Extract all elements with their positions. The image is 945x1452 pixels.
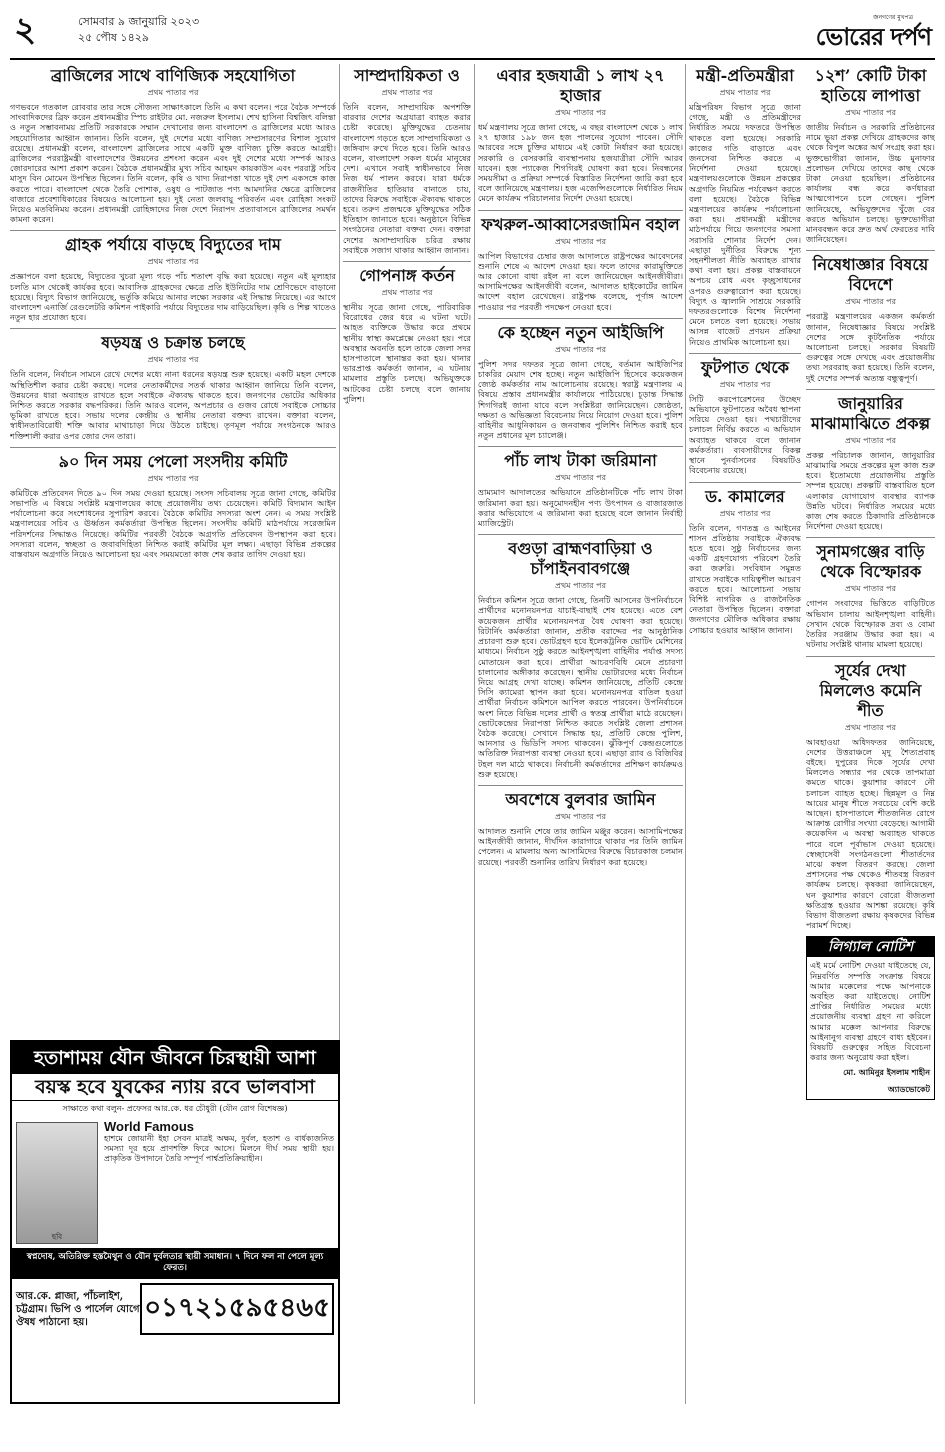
story-body: গোপন সংবাদের ভিত্তিতে বাড়িটিতে অভিযান চালায় আইনশৃঙ্খলা বাহিনী। সেখান থেকে বিস্ফোরক দ্রব্য ও বোমা তৈরির সরঞ্জাম উদ্ধার করা হয়। এ ঘটনায় সংশ্লিষ্ট থানায় মামলা হয়েছে। bbox=[806, 598, 935, 650]
column-2-narrow bbox=[343, 64, 471, 1444]
story-body: জাতীয় নির্বাচন ও সরকারি প্রতিষ্ঠানের নামে ভুয়া প্রকল্প দেখিয়ে গ্রাহকদের কাছ থেকে বিপুল অঙ্কের অর্থ সংগ্রহ করা হয়। ভুক্তভোগীরা জানান, উচ্চ মুনাফার প্রলোভন দেখিয়ে তাদের কাছ থেকে টাকা নেওয়া হয়েছিল। প্রতিষ্ঠানের কার্যালয় বন্ধ করে কর্ণধাররা আত্মগোপনে চলে গেছেন। পুলিশ জানিয়েছে, অভিযুক্তদের খুঁজে বের করতে অভিযান চলছে। ভুক্তভোগীরা মানববন্ধন করে দ্রুত অর্থ ফেরতের দাবি জানিয়েছেন। bbox=[806, 122, 935, 245]
jump-label: প্রথম পাতার পর bbox=[555, 108, 606, 117]
logo-tagline: জনগণের মুখপত্র bbox=[873, 14, 913, 21]
story-body: তিনি বলেন, নির্বাচন সামনে রেখে দেশের মধ্যে নানা ধরনের ষড়যন্ত্র শুরু হয়েছে। একটি মহল দেশকে অস্থিতিশীল করার চেষ্টা করছে। দলের নেতাকর্মীদের সতর্ক থাকার আহ্বান জানিয়ে তিনি বলেন, উন্নয়নের ধারা অব্যাহত রাখতে হলে সবাইকে ঐক্যবদ্ধ থাকতে হবে। জনগণের ভোটের অধিকার নিশ্চিত করতে সরকার বদ্ধপরিকর। তিনি আরও বলেন, অপপ্রচার ও গুজব রোধে সবাইকে সোচ্চার ভূমিকা রাখতে হবে। সভায় দলের কেন্দ্রীয় ও স্থানীয় নেতারা বক্তব্য রাখেন। বক্তারা বলেন, স্বাধীনতাবিরোধী শক্তি আবার মাথাচাড়া দিয়ে উঠতে চাইছে। তৃণমূল পর্যায়ে সংগঠনকে আরও শক্তিশালী করার ওপর জোর দেন তারা। bbox=[10, 369, 336, 441]
headline: ড. কামালের bbox=[705, 486, 785, 506]
headline: পাঁচ লাখ টাকা জরিমানা bbox=[504, 451, 657, 471]
headline: ফখরুল-আব্বাসেরজামিন বহাল bbox=[481, 214, 680, 234]
story-body: মন্ত্রিপরিষদ বিভাগ সূত্রে জানা গেছে, মন্ত্রী ও প্রতিমন্ত্রীদের নির্ধারিত সময়ে দফতরে উপস্থিত থাকতে বলা হয়েছে। সরকারি কাজের গতি বাড়াতে এবং জনসেবা নিশ্চিত করতে এ নির্দেশনা দেওয়া হয়েছে। মন্ত্রণালয়গুলোকে উন্নয়ন প্রকল্পের অগ্রগতি নিয়মিত পর্যবেক্ষণ করতে বলা হয়েছে। বৈঠকে বিভিন্ন মন্ত্রণালয়ের কার্যক্রম পর্যালোচনা করা হয়। প্রধানমন্ত্রী মন্ত্রীদের মাঠপর্যায়ে গিয়ে জনগণের সমস্যা সরাসরি শোনার নির্দেশ দেন। এছাড়া দুর্নীতির বিরুদ্ধে শূন্য সহনশীলতা নীতি অব্যাহত রাখার কথা বলা হয়। প্রকল্প বাস্তবায়নে অপচয় রোধ এবং কৃচ্ছ্রসাধনের ওপরও গুরুত্বারোপ করা হয়েছে। বিদ্যুৎ ও জ্বালানি সাশ্রয়ে সরকারি দফতরগুলোকে বিশেষ নির্দেশনা মেনে চলতে বলা হয়েছে। সভায় আসন্ন বাজেট প্রণয়ন প্রক্রিয়া নিয়েও প্রাথমিক আলোচনা হয়। bbox=[689, 102, 801, 347]
jump-label: প্রথম পাতার পর bbox=[719, 379, 771, 389]
logo-name: ভোরের দর্পণ bbox=[815, 22, 931, 51]
story-bail bbox=[478, 215, 683, 312]
divider bbox=[478, 446, 683, 447]
headline: সূর্যের দেখা মিললেও কমেনি শীত bbox=[819, 660, 922, 720]
story-byelection bbox=[478, 539, 683, 779]
jump-label: প্রথম পাতার পর bbox=[845, 108, 896, 117]
ad-headline-1: হতাশাময় যৌন জীবনে চিরস্থায়ী আশা bbox=[12, 1042, 338, 1074]
headline: মন্ত্রী-প্রতিমন্ত্রীরা bbox=[696, 66, 794, 85]
story-dr-kamal bbox=[689, 487, 801, 635]
jump-label: প্রথম পাতার পর bbox=[555, 581, 606, 591]
divider bbox=[806, 250, 935, 251]
story-ministers bbox=[689, 66, 801, 347]
divider bbox=[806, 389, 935, 390]
date-gregorian: সোমবার ৯ জানুয়ারি ২০২৩ bbox=[78, 15, 200, 28]
column-5 bbox=[806, 64, 935, 1444]
headline: জানুয়ারির মাঝামাঝিতে প্রকল্প bbox=[810, 393, 931, 433]
story-body: নির্বাচন কমিশন সূত্রে জানা গেছে, তিনটি আসনের উপনির্বাচনে প্রার্থীদের মনোনয়নপত্র যাচাই-বাছাই শেষ হয়েছে। এতে বেশ কয়েকজন প্রার্থীর মনোনয়নপত্র বৈধ ঘোষণা করা হয়েছে। রিটার্নিং কর্মকর্তারা জানান, প্রতীক বরাদ্দের পর আনুষ্ঠানিক প্রচারণা শুরু হবে। ভোটগ্রহণ হবে ইলেকট্রনিক ভোটিং মেশিনের মাধ্যমে। নির্বাচন সুষ্ঠু করতে আইনশৃঙ্খলা বাহিনীর পর্যাপ্ত সদস্য মোতায়েন করা হবে। প্রার্থীরা আচরণবিধি মেনে প্রচারণা চালানোর অঙ্গীকার করেছেন। স্থানীয় ভোটারদের মধ্যে নির্বাচন নিয়ে আগ্রহ দেখা যাচ্ছে। কমিশন জানিয়েছে, প্রতিটি কেন্দ্রে সিসি ক্যামেরা স্থাপন করা হবে। মনোনয়নপত্র বাতিল হওয়া প্রার্থীরা নির্বাচন কমিশনে আপিল করতে পারবেন। উপনির্বাচনে অংশ নিতে বিভিন্ন দলের প্রার্থী ও স্বতন্ত্র প্রার্থীরা মাঠে রয়েছেন। ভোটকেন্দ্রের নিরাপত্তা নিশ্চিত করতে সংশ্লিষ্ট জেলা প্রশাসন বৈঠক করেছে। সেখানে সিদ্ধান্ত হয়, প্রতিটি কেন্দ্রে পুলিশ, আনসার ও ভিডিপি সদস্য থাকবেন। ঝুঁকিপূর্ণ কেন্দ্রগুলোতে অতিরিক্ত নিরাপত্তা ব্যবস্থা নেওয়া হবে। এছাড়া র‌্যাব ও বিজিবির টহল দল মাঠে থাকবে। নির্বাচনী কর্মকর্তাদের প্রশিক্ষণ কার্যক্রমও শুরু হয়েছে। bbox=[478, 595, 683, 779]
story-project bbox=[806, 394, 935, 532]
divider bbox=[478, 210, 683, 211]
story-communalism bbox=[343, 66, 471, 255]
legal-notice-body: এই মর্মে নোটিশ দেওয়া যাইতেছে যে, নিম্নবর্ণিত সম্পত্তি সংক্রান্ত বিষয়ে আমার মক্কেলের পক্ষে আপনাকে অবহিত করা যাইতেছে। নোটিশ প্রাপ্তির নির্ধারিত সময়ের মধ্যে প্রয়োজনীয় ব্যবস্থা গ্রহণ না করিলে আমার মক্কেল আপনার বিরুদ্ধে আইনানুগ ব্যবস্থা গ্রহণে বাধ্য হইবেন। বিষয়টি গুরুত্বের সহিত বিবেচনা করার জন্য অনুরোধ করা হইল। bbox=[810, 960, 931, 1063]
headline: গোপনাঙ্গ কর্তন bbox=[359, 266, 455, 286]
story-committee bbox=[10, 452, 336, 559]
ad-photo bbox=[16, 1122, 98, 1244]
jump-label: প্রথম পাতার পর bbox=[845, 297, 896, 307]
headline: ষড়যন্ত্র ও চক্রান্ত চলছে bbox=[101, 333, 245, 353]
jump-label: প্রথম পাতার পর bbox=[719, 88, 771, 97]
story-body: ধর্ম মন্ত্রণালয় সূত্রে জানা গেছে, এ বছর বাংলাদেশ থেকে ১ লাখ ২৭ হাজার ১৯৮ জন হজ পালনের সুযোগ পাবেন। সৌদি আরবের সঙ্গে চুক্তির মাধ্যমে এই কোটা নির্ধারণ করা হয়েছে। সরকারি ও বেসরকারি ব্যবস্থাপনায় হজযাত্রীরা সৌদি আরব যাবেন। হজ প্যাকেজ শিগগিরই ঘোষণা করা হবে। নিবন্ধনের সময়সীমা ও প্রক্রিয়া সম্পর্কে বিস্তারিত নির্দেশনা জারি করা হবে বলে জানিয়েছে মন্ত্রণালয়। হজ এজেন্সিগুলোকে নির্ধারিত নিয়ম মেনে কার্যক্রম পরিচালনার নির্দেশ দেওয়া হয়েছে। bbox=[478, 122, 683, 204]
story-explosives bbox=[806, 542, 935, 649]
ad-headline-2: বয়স্ক হবে যুবকের ন্যায় রবে ভালবাসা bbox=[12, 1074, 338, 1101]
jump-label: প্রথম পাতার পর bbox=[555, 811, 606, 821]
jump-label: প্রথম পাতার পর bbox=[845, 584, 896, 594]
jump-label: প্রথম পাতার পর bbox=[147, 473, 199, 483]
story-body: তিনি বলেন, গণতন্ত্র ও আইনের শাসন প্রতিষ্ঠায় সবাইকে ঐক্যবদ্ধ হতে হবে। সুষ্ঠু নির্বাচনের জন্য একটি গ্রহণযোগ্য পরিবেশ তৈরি করা জরুরি। সংবিধান সমুন্নত রাখতে সবাইকে দায়িত্বশীল আচরণ করতে হবে। আলোচনা সভায় বিশিষ্ট নাগরিক ও রাজনৈতিক নেতারা উপস্থিত ছিলেন। বক্তারা জনগণের মৌলিক অধিকার রক্ষায় সোচ্চার হওয়ার আহ্বান জানান। bbox=[689, 522, 801, 635]
ad-subline: সাক্ষাতে কথা বলুন- প্রফেসর আর.কে. ধর চৌধুরী (যৌন রোগ বিশেষজ্ঞ) bbox=[62, 1104, 288, 1113]
legal-notice-signature: মো. আমিনুর ইসলাম শাহীন bbox=[843, 1067, 930, 1078]
jump-label: প্রথম পাতার পর bbox=[555, 344, 606, 354]
jump-label: প্রথম পাতার পর bbox=[845, 435, 896, 445]
story-body: আবহাওয়া অধিদফতর জানিয়েছে, দেশের উত্তরাঞ্চলে মৃদু শৈত্যপ্রবাহ বইছে। দুপুরের দিকে সূর্যের দেখা মিললেও সন্ধ্যার পর থেকে তাপমাত্রা কমতে থাকে। কুয়াশার কারণে নৌ চলাচল ব্যাহত হচ্ছে। ছিন্নমূল ও নিম্ন আয়ের মানুষ শীতে সবচেয়ে বেশি কষ্টে আছেন। হাসপাতালে শীতজনিত রোগে আক্রান্ত রোগীর সংখ্যা বেড়েছে। আগামী কয়েকদিন এ অবস্থা অব্যাহত থাকতে পারে বলে পূর্বাভাস দেওয়া হয়েছে। স্বেচ্ছাসেবী সংগঠনগুলো শীতার্তদের মাঝে কম্বল বিতরণ করছে। জেলা প্রশাসনের পক্ষ থেকেও শীতবস্ত্র বিতরণ কার্যক্রম চলছে। কৃষকরা জানিয়েছেন, ঘন কুয়াশার কারণে বোরো বীজতলা ক্ষতিগ্রস্ত হওয়ার আশঙ্কা রয়েছে। কৃষি বিভাগ বীজতলা রক্ষায় কৃষকদের বিভিন্ন পরামর্শ দিচ্ছে। bbox=[806, 736, 935, 931]
headline: কে হচ্ছেন নতুন আইজিপি bbox=[497, 322, 664, 342]
page-number: ২ bbox=[14, 10, 37, 50]
ad-body bbox=[12, 1118, 338, 1248]
jump-label: প্রথম পাতার পর bbox=[147, 355, 199, 365]
jump-label: প্রথম পাতার পর bbox=[845, 722, 896, 732]
headline: ৯০ দিন সময় পেলো সংসদীয় কমিটি bbox=[58, 451, 288, 471]
headline: নিষেধাজ্ঞার বিষয়ে বিদেশে bbox=[812, 255, 929, 295]
legal-notice-title: লিগ্যাল নোটিশ bbox=[807, 937, 934, 957]
ad-phone: ০১৭২১৫৯৫৪৬৫ bbox=[140, 1283, 334, 1335]
headline: ব্রাজিলের সাথে বাণিজ্যিক সহযোগিতা bbox=[50, 66, 296, 85]
headline: সাম্প্রদায়িকতা ও bbox=[354, 66, 460, 85]
story-conspiracy bbox=[10, 333, 336, 440]
divider bbox=[10, 230, 336, 231]
story-cold bbox=[806, 661, 935, 931]
advertisement bbox=[10, 1040, 340, 1404]
story-brazil bbox=[10, 66, 336, 224]
column-4 bbox=[689, 64, 801, 1444]
legal-notice-role: অ্যাডভোকেট bbox=[887, 1084, 930, 1095]
story-body: কমিটিকে প্রতিবেদন দিতে ৯০ দিন সময় দেওয়া হয়েছে। সংসদ সচিবালয় সূত্রে জানা গেছে, কমিটির সভাপতি এ বিষয়ে সংশ্লিষ্ট মন্ত্রণালয়ের কাছে প্রয়োজনীয় তথ্য চেয়েছেন। কমিটি বিদ্যমান আইন পর্যালোচনা করে সংশোধনের সুপারিশ করবে। বৈঠকে কমিটির সদস্যরা অংশ নেন। এ সময় সংশ্লিষ্ট মন্ত্রণালয়ের সচিব ও ঊর্ধ্বতন কর্মকর্তারা উপস্থিত ছিলেন। সংসদীয় কমিটি মাঠপর্যায়ে সরেজমিন পরিদর্শনের সিদ্ধান্তও নিয়েছে। কমিটির পরবর্তী বৈঠকে অগ্রগতি প্রতিবেদন উপস্থাপন করা হবে। সদস্যরা বলেন, স্বচ্ছতা ও জবাবদিহিতা নিশ্চিত করাই কমিটির মূল লক্ষ্য। এছাড়া বিভিন্ন প্রকল্পের বাস্তবায়ন অগ্রগতি নিয়েও আলোচনা হয় এবং সময়মতো কাজ শেষ করার তাগিদ দেওয়া হয়। bbox=[10, 487, 336, 560]
divider bbox=[806, 656, 935, 657]
divider bbox=[806, 537, 935, 538]
ad-text bbox=[98, 1119, 334, 1244]
headline: ১২শ’ কোটি টাকা হাতিয়ে লাপাত্তা bbox=[814, 66, 927, 105]
jump-label: প্রথম পাতার পর bbox=[147, 88, 199, 97]
story-body: প্রকল্প পরিচালক জানান, জানুয়ারির মাঝামাঝি সময়ে প্রকল্পের মূল কাজ শুরু হবে। ইতোমধ্যে প্রয়োজনীয় প্রস্তুতি সম্পন্ন হয়েছে। প্রকল্পটি বাস্তবায়িত হলে এলাকার যোগাযোগ ব্যবস্থার ব্যাপক উন্নতি ঘটবে। নির্ধারিত সময়ের মধ্যে কাজ শেষ করতে ঠিকাদারি প্রতিষ্ঠানকে নির্দেশনা দেওয়া হয়েছে। bbox=[806, 449, 935, 532]
jump-label: প্রথম পাতার পর bbox=[719, 508, 771, 518]
column-3 bbox=[478, 64, 683, 1444]
jump-label: প্রথম পাতার পর bbox=[555, 236, 606, 246]
column-divider bbox=[685, 64, 686, 1404]
story-fraud bbox=[806, 66, 935, 244]
divider bbox=[478, 785, 683, 786]
story-body: পুলিশ সদর দফতর সূত্রে জানা গেছে, বর্তমান আইজিপির চাকরির মেয়াদ শেষ হচ্ছে। নতুন আইজিপি হিসেবে কয়েকজন জ্যেষ্ঠ কর্মকর্তার নাম আলোচনায় রয়েছে। স্বরাষ্ট্র মন্ত্রণালয় এ বিষয়ে প্রস্তাব প্রধানমন্ত্রীর কার্যালয়ে পাঠিয়েছে। চূড়ান্ত সিদ্ধান্ত শিগগিরই জানা যাবে বলে সংশ্লিষ্টরা জানিয়েছেন। জ্যেষ্ঠতা, দক্ষতা ও অভিজ্ঞতা বিবেচনায় নিয়ে নিয়োগ দেওয়া হবে। পুলিশ বাহিনীর আধুনিকায়ন ও জনবান্ধব পুলিশিং নিশ্চিত করাই হবে নতুন প্রধানের মূল চ্যালেঞ্জ। bbox=[478, 358, 683, 441]
story-footpath bbox=[689, 358, 801, 476]
headline: বগুড়া ব্রাহ্মণবাড়িয়া ও চাঁপাইনবাবগঞ্জে bbox=[508, 539, 653, 579]
story-electricity bbox=[10, 235, 336, 322]
story-body: স্থানীয় সূত্রে জানা গেছে, পারিবারিক বিরোধের জের ধরে এ ঘটনা ঘটে। আহত ব্যক্তিকে উদ্ধার করে প্রথমে স্থানীয় স্বাস্থ্য কমপ্লেক্সে নেওয়া হয়। পরে অবস্থার অবনতি হলে তাকে জেলা সদর হাসপাতালে স্থানান্তর করা হয়। থানার ভারপ্রাপ্ত কর্মকর্তা জানান, এ ঘটনায় মামলার প্রস্তুতি চলছে। অভিযুক্তকে আটকের চেষ্টা চলছে বলে জানায় পুলিশ। bbox=[343, 302, 471, 404]
story-bulba-bail bbox=[478, 790, 683, 867]
story-crime bbox=[343, 266, 471, 404]
divider bbox=[478, 534, 683, 535]
divider bbox=[343, 261, 471, 262]
headline: সুনামগঞ্জের বাড়ি থেকে বিস্ফোরক bbox=[816, 542, 925, 582]
divider bbox=[689, 353, 801, 354]
jump-label: প্রথম পাতার পর bbox=[381, 88, 433, 97]
story-hajj bbox=[478, 66, 683, 204]
ad-photo-caption: ছবি bbox=[51, 1233, 63, 1241]
legal-notice bbox=[806, 936, 935, 1100]
divider bbox=[689, 482, 801, 483]
headline: গ্রাহক পর্যায়ে বাড়ছে বিদ্যুতের দাম bbox=[65, 235, 281, 255]
ad-address: আর.কে. প্লাজা, পাঁচলাইশ, চট্টগ্রাম। ভিপি ও পার্সেল যোগে ঔষধ পাঠানো হয়। bbox=[16, 1290, 140, 1328]
ad-contact bbox=[12, 1278, 338, 1339]
jump-label: প্রথম পাতার পর bbox=[147, 257, 199, 267]
story-igp bbox=[478, 323, 683, 441]
column-1 bbox=[10, 64, 336, 1032]
ad-english-title: World Famous bbox=[104, 1119, 195, 1134]
date-bangla: ২৫ পৌষ ১৪২৯ bbox=[78, 31, 149, 44]
story-body: আদালত শুনানি শেষে তার জামিন মঞ্জুর করেন। আসামিপক্ষের আইনজীবী জানান, দীর্ঘদিন কারাগারে থাকার পর তিনি জামিন পেলেন। এ মামলায় অন্য আসামিদের বিরুদ্ধে বিচারকাজ চলমান রয়েছে। পরবর্তী শুনানির তারিখ নির্ধারণ করা হয়েছে। bbox=[478, 825, 683, 867]
story-body: ভ্রাম্যমাণ আদালতের অভিযানে প্রতিষ্ঠানটিকে পাঁচ লাখ টাকা জরিমানা করা হয়। অনুমোদনহীন পণ্য উৎপাদন ও বাজারজাত করার অভিযোগে এ জরিমানা করা হয়েছে বলে জানান নির্বাহী ম্যাজিস্ট্রেট। bbox=[478, 487, 683, 529]
date-block bbox=[78, 14, 199, 46]
newspaper-logo bbox=[771, 12, 931, 52]
story-body: আপিল বিভাগের চেম্বার জজ আদালতে রাষ্ট্রপক্ষের আবেদনের শুনানি শেষে এ আদেশ দেওয়া হয়। ফলে তাদের কারামুক্তিতে আর কোনো বাধা রইল না বলে জানিয়েছেন আইনজীবীরা। আসামিপক্ষের আইনজীবী বলেন, আদালত হাইকোর্টের জামিন আদেশ বহাল রেখেছেন। রাষ্ট্রপক্ষ বলেছে, পূর্ণাঙ্গ আদেশ পাওয়ার পর পরবর্তী পদক্ষেপ নেওয়া হবে। bbox=[478, 250, 683, 312]
column-divider bbox=[474, 64, 475, 1404]
headline: ফুটপাত থেকে bbox=[701, 357, 789, 377]
ad-banner: স্বপ্নদোষ, অতিরিক্ত হস্তমৈথুন ও যৌন দুর্বলতার স্থায়ী সমাধান। ৭ দিনে ফল না পেলে মূল্য ফেরত। bbox=[12, 1248, 338, 1278]
jump-label: প্রথম পাতার পর bbox=[555, 473, 606, 483]
jump-label: প্রথম পাতার পর bbox=[381, 288, 433, 298]
divider bbox=[10, 328, 336, 329]
story-body: গণভবনে গতকাল রোববার তার সঙ্গে সৌজন্য সাক্ষাৎকালে তিনি এ কথা বলেন। পরে বৈঠক সম্পর্কে সাংবাদিকদের ব্রিফ করেন প্রধানমন্ত্রীর স্পিচ রাইটার মো. নজরুল ইসলাম। শেখ হাসিনা বিশ্বজিৎ বলিন্তা ও নতুন সম্ভাবনাময় প্রতিটি সরকারকে সম্মান দেখানোর জন্য বাংলাদেশ ও ব্রাজিলের মধ্যে আরও সহযোগিতার আহ্বান জানান। তিনি বলেন, দুই দেশের মধ্যে বাণিজ্য সম্প্রসারণের বিশাল সুযোগ রয়েছে। প্রধানমন্ত্রী বলেন, বাংলাদেশ ব্রাজিলের সাথে একটি মুক্ত বাণিজ্য চুক্তি করতে আগ্রহী। ব্রাজিলের পররাষ্ট্রমন্ত্রী বাংলাদেশের উন্নয়নের প্রশংসা করেন এবং দুই দেশের মধ্যে সম্পর্ক আরও জোরদারের আশা প্রকাশ করেন। বৈঠকে প্রধানমন্ত্রীর মুখ্য সচিব আহমদ কায়কাউস এবং পররাষ্ট্র সচিব মাসুদ বিন মোমেন উপস্থিত ছিলেন। তিনি বলেন, কৃষি ও খাদ্য নিরাপত্তা খাতে দুই দেশ একসঙ্গে কাজ করতে পারে। বাংলাদেশ থেকে তৈরি পোশাক, ওষুধ ও পাটজাত পণ্য আমদানির ক্ষেত্রে ব্রাজিলের বাজারে প্রবেশাধিকারের বিষয়েও আলোচনা হয়। দুই নেতা জলবায়ু পরিবর্তন এবং রোহিঙ্গা সংকট নিয়েও মতবিনিময় করেন। প্রধানমন্ত্রী রোহিঙ্গাদের নিজ দেশে নিরাপদ প্রত্যাবাসনে ব্রাজিলের সমর্থন কামনা করেন। bbox=[10, 102, 336, 225]
story-body: পররাষ্ট্র মন্ত্রণালয়ের একজন কর্মকর্তা জানান, নিষেধাজ্ঞার বিষয়ে সংশ্লিষ্ট দেশের সঙ্গে কূটনৈতিক পর্যায়ে আলোচনা চলছে। সরকার বিষয়টি গুরুত্বের সঙ্গে দেখছে এবং প্রয়োজনীয় তথ্য সরবরাহ করা হয়েছে। তিনি বলেন, দুই দেশের সম্পর্ক অত্যন্ত বন্ধুত্বপূর্ণ। bbox=[806, 311, 935, 383]
masthead bbox=[10, 8, 935, 60]
divider bbox=[10, 447, 336, 448]
story-body: প্রজ্ঞাপনে বলা হয়েছে, বিদ্যুতের খুচরা মূল্য গড়ে পাঁচ শতাংশ বৃদ্ধি করা হয়েছে। নতুন এই মূল্যহার চলতি মাস থেকেই কার্যকর হবে। আবাসিক গ্রাহকদের ক্ষেত্রে প্রতি ইউনিটের দাম শ্রেণিভেদে বাড়ানো হয়েছে। বিদ্যুৎ বিভাগ জানিয়েছে, ভর্তুকি কমিয়ে আনার লক্ষ্যে সরকার এই সিদ্ধান্ত নিয়েছে। এর আগে বাংলাদেশ এনার্জি রেগুলেটরি কমিশন পাইকারি পর্যায়ে বিদ্যুতের দাম বাড়িয়েছিল। কৃষি ও শিল্প খাতেও নতুন হার প্রযোজ্য হবে। bbox=[10, 271, 336, 323]
divider bbox=[478, 318, 683, 319]
story-body: তিনি বলেন, সাম্প্রদায়িক অপশক্তি বারবার দেশের অগ্রযাত্রা ব্যাহত করার চেষ্টা করেছে। মুক্তিযুদ্ধের চেতনায় বাংলাদেশ গড়তে হলে সাম্প্রদায়িকতা ও জঙ্গিবাদ রুখে দিতে হবে। তিনি আরও বলেন, বাংলাদেশ সকল ধর্মের মানুষের দেশ। এখানে সবাই স্বাধীনভাবে নিজ নিজ ধর্ম পালন করবে। যারা ধর্মকে রাজনীতির হাতিয়ার বানাতে চায়, তাদের বিরুদ্ধে সবাইকে ঐক্যবদ্ধ থাকতে হবে। তরুণ প্রজন্মকে মুক্তিযুদ্ধের সঠিক ইতিহাস জানাতে হবে। অনুষ্ঠানে বিভিন্ন সংগঠনের নেতারা বক্তব্য দেন। বক্তারা দেশের অসাম্প্রদায়িক চরিত্র রক্ষায় সবাইকে সজাগ থাকার আহ্বান জানান। bbox=[343, 102, 471, 255]
story-body: সিটি করপোরেশনের উচ্ছেদ অভিযানে ফুটপাতের অবৈধ স্থাপনা সরিয়ে দেওয়া হয়। পথচারীদের চলাচল নির্বিঘ্ন করতে এ অভিযান অব্যাহত থাকবে বলে জানান কর্মকর্তারা। ব্যবসায়ীদের বিকল্প স্থানে পুনর্বাসনের বিষয়টিও বিবেচনায় রয়েছে। bbox=[689, 393, 801, 476]
headline: অবশেষে বুলবার জামিন bbox=[505, 789, 656, 809]
headline: এবার হজযাত্রী ১ লাখ ২৭ হাজার bbox=[496, 66, 665, 105]
ad-description: হাশমে জোয়ানী ইহা সেবন মাত্রই অক্ষম, দুর্বল, হতাশ ও বার্ধক্যজনিত সমস্যা দূর হয়ে প্রাণশক্তি ফিরে আসে। মিলনে দীর্ঘ সময় স্থায়ী হয়। প্রাকৃতিক উপাদানে তৈরি সম্পূর্ণ পার্শ্বপ্রতিক্রিয়াহীন। bbox=[104, 1134, 334, 1163]
story-fine bbox=[478, 451, 683, 528]
story-sanctions bbox=[806, 255, 935, 382]
